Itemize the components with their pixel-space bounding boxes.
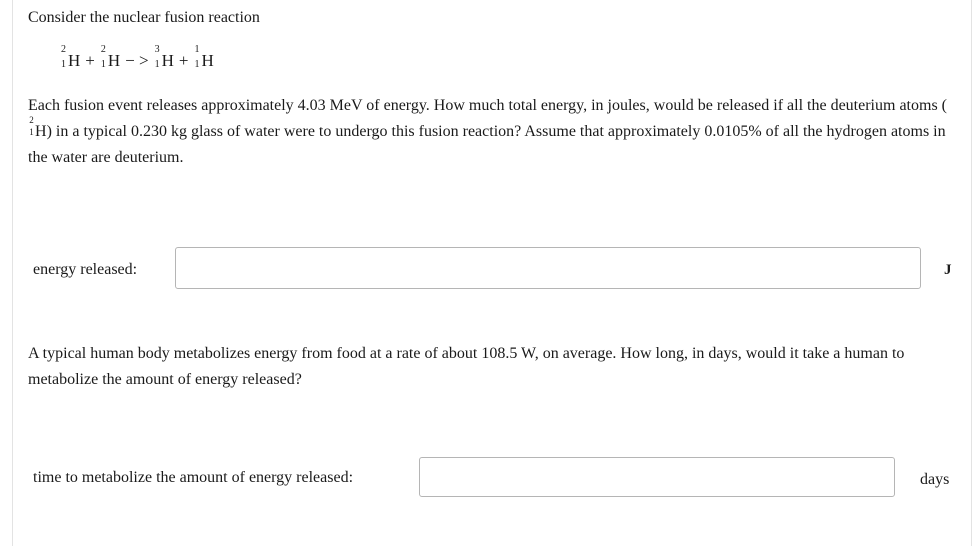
left-border bbox=[12, 0, 13, 546]
inline-deuterium-symbol: 2 1 H bbox=[29, 115, 47, 140]
product-hydrogen: 1 1 H bbox=[194, 44, 214, 70]
fusion-reaction-equation bbox=[60, 44, 214, 71]
energy-released-label: energy released: bbox=[33, 261, 138, 278]
right-border bbox=[971, 0, 972, 546]
plus-sign: + bbox=[178, 51, 189, 70]
intro-text: Consider the nuclear fusion reaction bbox=[28, 9, 260, 26]
plus-sign: + bbox=[85, 51, 95, 70]
time-unit-label: days bbox=[920, 471, 950, 488]
time-to-metabolize-label: time to metabolize the amount of energy released: bbox=[33, 469, 354, 486]
energy-released-input[interactable] bbox=[175, 247, 921, 289]
time-to-metabolize-input[interactable] bbox=[419, 457, 895, 497]
reactant-deuterium-2: 2 1 H bbox=[100, 44, 121, 70]
reaction-arrow: − > bbox=[125, 51, 149, 70]
part1-question-text: Each fusion event releases approximately 4.03 MeV of energy. How much total energy, in joules, would be released if all the deuterium atoms ( 2 1 H) in a typical 0.230 kg glass of water were to undergo this fusion reaction? Assume that approximately 0.0105% of all the hydrogen atoms in the water are deuterium. bbox=[28, 97, 947, 166]
product-tritium: 3 1 H bbox=[154, 44, 174, 70]
energy-unit-label: J bbox=[944, 262, 952, 278]
reactant-deuterium-1: 2 1 H bbox=[61, 44, 81, 70]
part2-question-text: A typical human body metabolizes energy from food at a rate of about 108.5 W, on average. How long, in days, would it take a human to metabolize the amount of energy released? bbox=[28, 345, 905, 388]
